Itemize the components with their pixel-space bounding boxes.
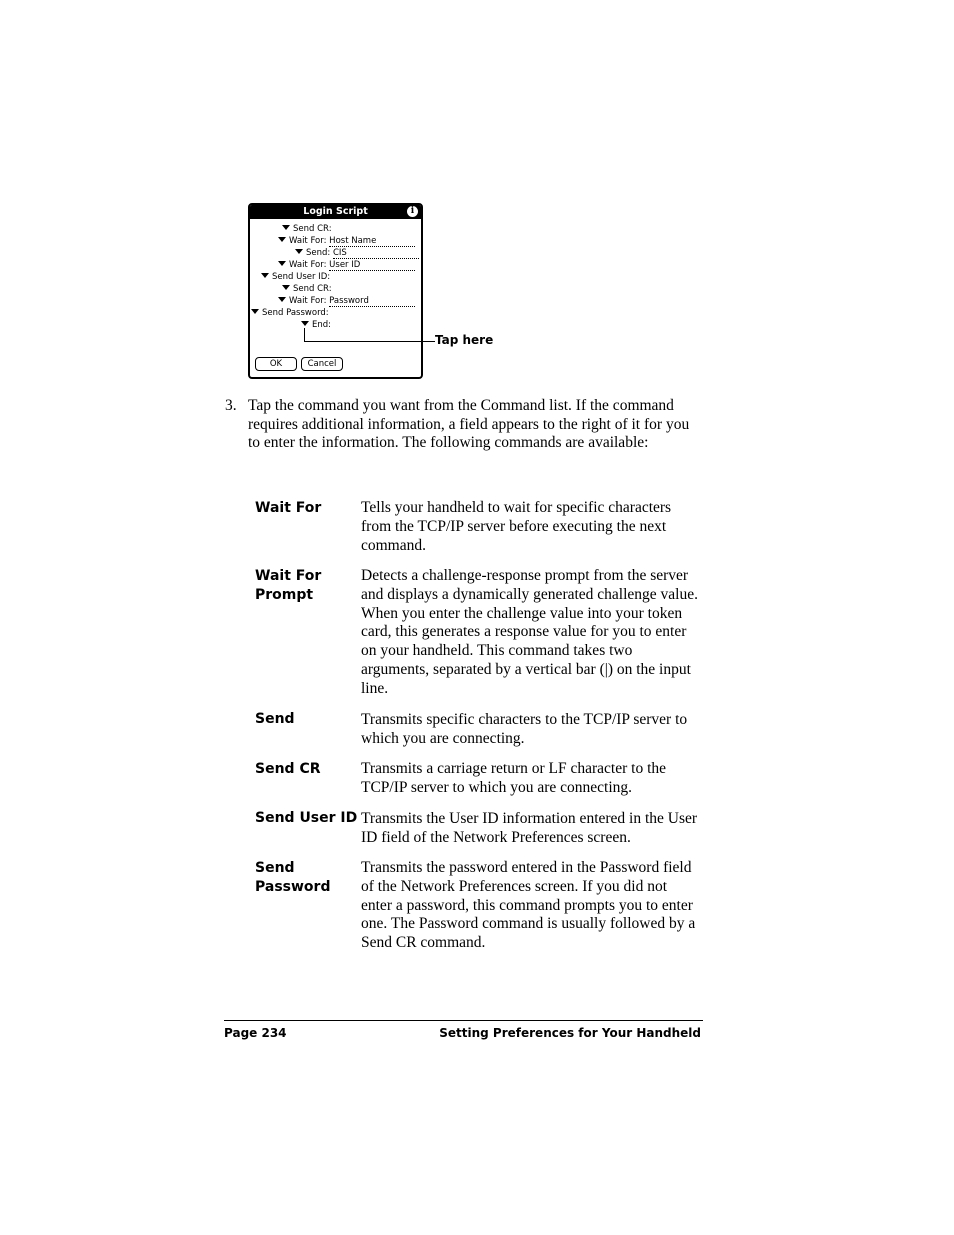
- command-term: Send CR: [255, 761, 321, 777]
- command-description: Transmits specific characters to the TCP/IP server to which you are connecting.: [361, 711, 688, 747]
- dropdown-triangle-icon[interactable]: [251, 309, 259, 314]
- command-description: Detects a challenge-response prompt from the server and displays a dynamically generated challenge value. When you enter the challenge value into your token card, this generates a response value for you to enter on your handheld. This command takes two arguments, separated by a vertical bar (|) on the input line.: [361, 567, 698, 697]
- step-text: Tap the command you want from the Command list. If the command requires additional information, a field appears to the right of it for you to enter the information. The following commands are available:: [248, 397, 690, 452]
- script-line[interactable]: [261, 271, 330, 283]
- command-description: Tells your handheld to wait for specific characters from the TCP/IP server before executing the next command.: [361, 499, 672, 554]
- dropdown-triangle-icon[interactable]: [282, 285, 290, 290]
- dropdown-triangle-icon[interactable]: [301, 321, 309, 326]
- screen-title-bar: [250, 205, 421, 219]
- script-line[interactable]: [278, 295, 415, 307]
- footer-rule: [224, 1020, 703, 1021]
- command-term: Wait For: [255, 500, 322, 516]
- script-argument-field[interactable]: User ID: [329, 260, 415, 271]
- info-icon[interactable]: i: [407, 206, 418, 217]
- dropdown-triangle-icon[interactable]: [295, 249, 303, 254]
- script-command: Send CR:: [293, 224, 332, 234]
- script-line[interactable]: [278, 259, 415, 271]
- command-term: Wait For Prompt: [255, 568, 322, 603]
- callout-line: [304, 341, 435, 342]
- script-argument-field[interactable]: CIS: [333, 248, 419, 259]
- dropdown-triangle-icon[interactable]: [278, 297, 286, 302]
- step-number: 3.: [225, 397, 237, 414]
- script-command: Send:: [306, 248, 331, 258]
- callout-line: [304, 328, 305, 342]
- script-command: Wait For:: [289, 260, 327, 270]
- cancel-button[interactable]: Cancel: [301, 357, 343, 371]
- script-line[interactable]: [295, 247, 419, 259]
- screen-title: Login Script: [303, 206, 368, 217]
- script-line[interactable]: [251, 307, 329, 319]
- script-line-end[interactable]: [301, 319, 331, 331]
- dropdown-triangle-icon[interactable]: [278, 237, 286, 242]
- dropdown-triangle-icon[interactable]: [278, 261, 286, 266]
- command-term: Send User ID: [255, 810, 358, 826]
- ok-button[interactable]: OK: [255, 357, 297, 371]
- script-command: Send User ID:: [272, 272, 331, 282]
- dropdown-triangle-icon[interactable]: [282, 225, 290, 230]
- script-command: Wait For:: [289, 236, 327, 246]
- script-line[interactable]: [278, 235, 415, 247]
- script-argument-field[interactable]: Password: [329, 296, 415, 307]
- script-command: Wait For:: [289, 296, 327, 306]
- command-description: Transmits the User ID information entered in the User ID field of the Network Preferences screen.: [361, 810, 698, 846]
- command-term: Send: [255, 711, 295, 727]
- dropdown-triangle-icon[interactable]: [261, 273, 269, 278]
- callout-label: Tap here: [435, 333, 494, 347]
- script-command: Send CR:: [293, 284, 332, 294]
- page-number: Page 234: [224, 1026, 287, 1040]
- script-command: End:: [312, 320, 332, 330]
- command-description: Transmits a carriage return or LF character to the TCP/IP server to which you are connecting.: [361, 760, 667, 796]
- script-command: Send Password:: [262, 308, 329, 318]
- script-line[interactable]: [282, 283, 332, 295]
- script-argument-field[interactable]: Host Name: [329, 236, 415, 247]
- command-term: Send Password: [255, 860, 331, 895]
- script-line[interactable]: [282, 223, 332, 235]
- section-title: Setting Preferences for Your Handheld: [439, 1026, 701, 1040]
- login-script-screen: [248, 203, 423, 379]
- command-description: Transmits the password entered in the Password field of the Network Preferences screen. If you did not enter a password, this command prompts you to enter one. The Password command is usually followed by a Send CR command.: [361, 859, 696, 952]
